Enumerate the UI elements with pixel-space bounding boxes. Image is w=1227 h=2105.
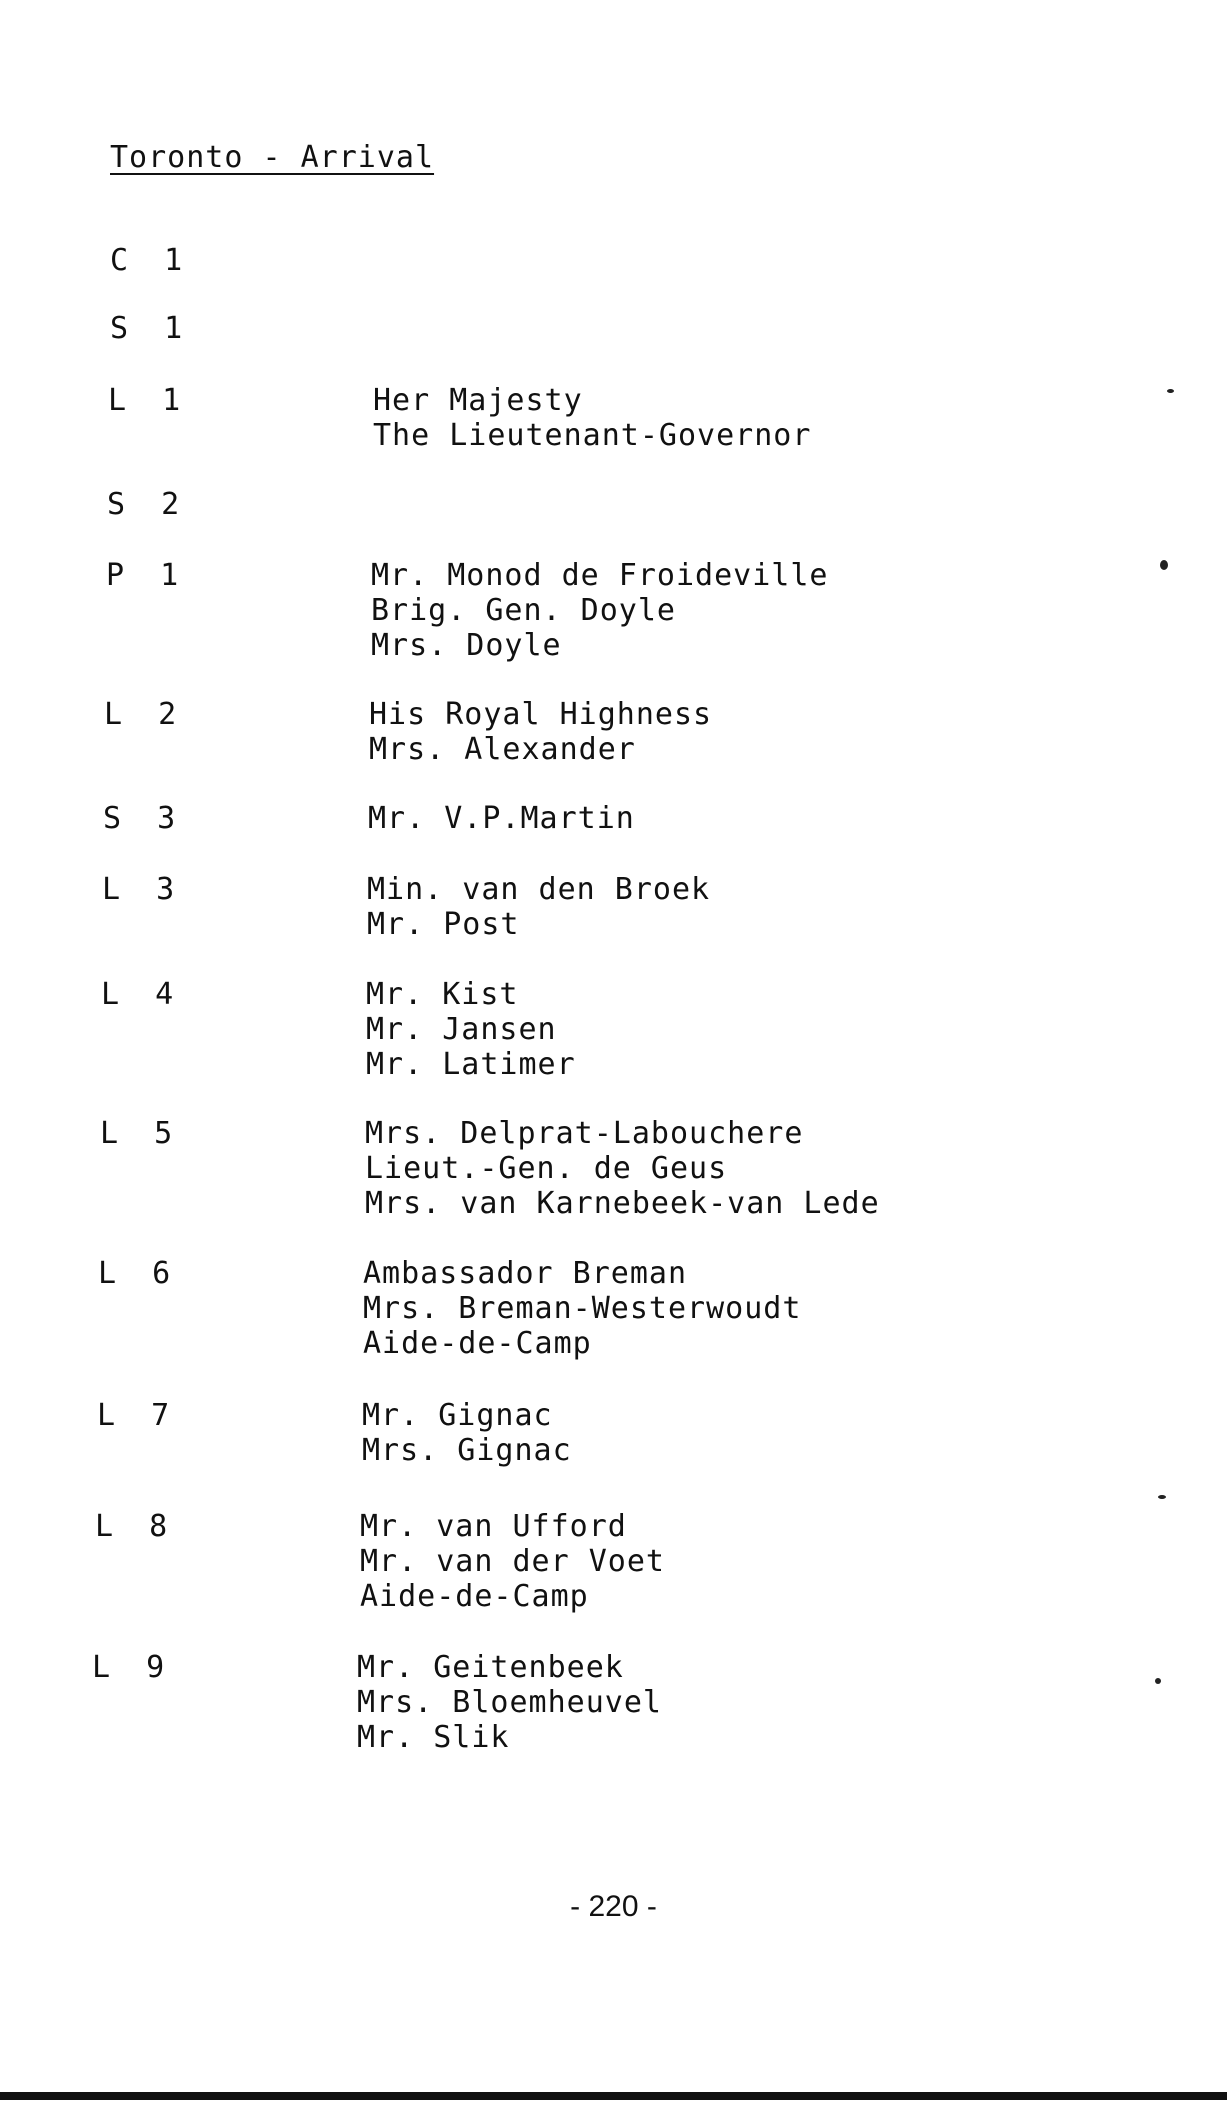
guest-name: Mr. Kist: [366, 977, 519, 1012]
guest-names: [368, 801, 635, 836]
guest-name: Aide-de-Camp: [363, 1326, 592, 1361]
position-code: L 5: [100, 1116, 173, 1151]
guest-name: Min. van den Broek: [367, 872, 711, 907]
position-code: C 1: [110, 243, 183, 278]
guest-names: [371, 558, 828, 663]
guest-names: [373, 383, 811, 453]
guest-name: Mr. Geitenbeek: [357, 1650, 624, 1685]
position-code: L 7: [97, 1398, 170, 1433]
guest-name: Mr. Post: [367, 907, 520, 942]
guest-name: Mrs. Delprat-Labouchere: [365, 1116, 804, 1151]
guest-name: Aide-de-Camp: [360, 1579, 589, 1614]
guest-name: Mrs. Bloemheuvel: [357, 1685, 662, 1720]
page-title: Toronto - Arrival: [110, 140, 435, 175]
position-code: L 9: [92, 1650, 165, 1685]
guest-names: [367, 872, 710, 942]
guest-name: Lieut.-Gen. de Geus: [365, 1151, 728, 1186]
scan-speck: [1167, 389, 1174, 393]
guest-name: Ambassador Breman: [363, 1256, 688, 1291]
guest-names: [362, 1398, 572, 1468]
position-code: P 1: [106, 558, 179, 593]
scan-edge-bar: [0, 2092, 1227, 2100]
position-code: L 8: [95, 1509, 168, 1544]
page-number: - 220 -: [570, 1890, 657, 1923]
guest-name: The Lieutenant-Governor: [373, 418, 812, 453]
guest-names: [363, 1256, 801, 1361]
guest-name: Mr. Slik: [357, 1720, 510, 1755]
scan-speck: [1160, 560, 1168, 570]
position-code: S 1: [110, 311, 183, 346]
guest-names: [360, 1509, 665, 1614]
guest-name: Mrs. Alexander: [369, 732, 636, 767]
position-code: S 3: [103, 801, 176, 836]
scan-speck: [1158, 1495, 1166, 1499]
position-code: S 2: [107, 487, 180, 522]
guest-name: Brig. Gen. Doyle: [371, 593, 676, 628]
scan-speck: [1155, 1678, 1161, 1684]
guest-names: [369, 697, 712, 767]
guest-name: Mrs. Breman-Westerwoudt: [363, 1291, 802, 1326]
position-code: L 2: [104, 697, 177, 732]
guest-name: Mr. Latimer: [366, 1047, 576, 1082]
guest-name: Mrs. van Karnebeek-van Lede: [365, 1186, 880, 1221]
guest-name: Her Majesty: [373, 383, 583, 418]
guest-name: Mr. van der Voet: [360, 1544, 665, 1579]
guest-names: [357, 1650, 662, 1755]
guest-names: [365, 1116, 880, 1221]
guest-name: Mrs. Doyle: [371, 628, 562, 663]
guest-name: Mr. Gignac: [362, 1398, 553, 1433]
position-code: L 6: [98, 1256, 171, 1291]
guest-names: [366, 977, 576, 1082]
guest-name: Mr. Monod de Froideville: [371, 558, 829, 593]
guest-name: Mr. V.P.Martin: [368, 801, 635, 836]
position-code: L 3: [102, 872, 175, 907]
guest-name: Mr. van Ufford: [360, 1509, 627, 1544]
guest-name: Mrs. Gignac: [362, 1433, 572, 1468]
position-code: L 1: [108, 383, 181, 418]
position-code: L 4: [101, 977, 174, 1012]
guest-name: His Royal Highness: [369, 697, 713, 732]
guest-name: Mr. Jansen: [366, 1012, 557, 1047]
